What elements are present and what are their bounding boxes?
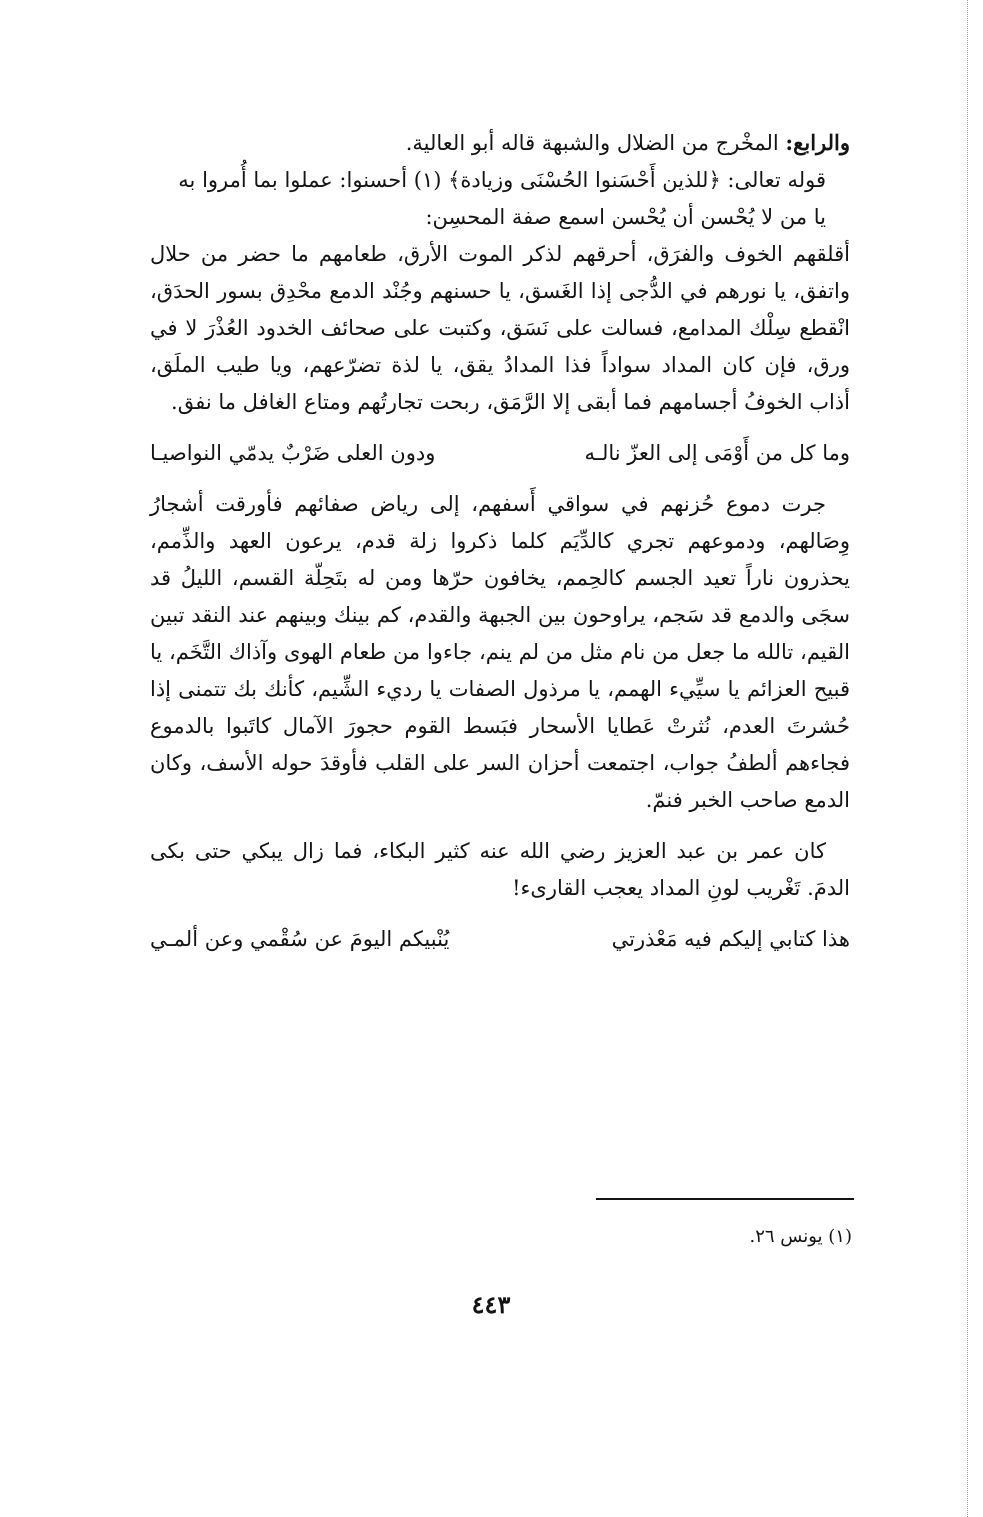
poetry-verse-1: [150, 435, 850, 472]
paragraph-fourth: [150, 124, 850, 162]
page-edge-line: [967, 0, 968, 1517]
verse-1-first-hemistich: وما كل من أَوْمَى إلى العزّ نالـه: [584, 441, 850, 465]
footnote: (١) يونس ٢٦.: [749, 1226, 852, 1247]
paragraph-text: المخْرج من الضلال والشبهة قاله أبو العالية.: [405, 131, 786, 155]
poetry-verse-2: [150, 921, 850, 958]
paragraph-call: يا من لا يُحْسن أن يُحْسن اسمع صفة المحسِن:: [425, 205, 826, 229]
paragraph-quran-verse: قوله تعالى: ﴿للذين أَحْسَنوا الحُسْنَى وزيادة﴾ (١) أحسنوا: عملوا بما أُمروا به: [178, 168, 826, 192]
paragraph-umar: كان عمر بن عبد العزيز رضي الله عنه كثير البكاء، فما زال يبكي حتى بكى الدمَ. تَغْريب لونِ المداد يعجب القارىء!: [150, 839, 850, 900]
paragraph-tears: جرت دموع حُزنهم في سواقي أَسفهم، إلى رياض صفائهم فأورقت أشجارُ وِصَالهم، ودموعهم تجري كالدِّيَم كلما ذكروا زلة قدم، يرعون العهد والذِّمم، يحذرون ناراً تعيد الجسم كالحِمم، يخافون حرّها ومن له بتَحِلّة القسم، الليلُ قد سجَى والدمع قد سَجم، يراوحون بين الجبهة والقدم، كم بينك وبينهم عند النقد تبين القيم، تالله ما جعل من نام مثل من لم ينم، جاءوا من طعام الهوى وآذاك التَّخَم، يا قبيح العزائم يا سيِّيء الهمم، يا مرذول الصفات يا رديء الشِّيم، كأنك بك تتمنى إذا حُشرتَ العدم، نُثرتْ عَطايا الأسحار فبَسط القوم حجورَ الآمال كاتَبوا بالدموع فجاءهم ألطفُ جواب، اجتمعت أحزان السر على القلب فأوقدَ حوله الأسف، وكان الدمع صاحب الخبر فنمّ.: [150, 492, 850, 812]
verse-1-second-hemistich: ودون العلى ضَرْبٌ يدمّي النواصيـا: [150, 441, 436, 465]
verse-2-first-hemistich: هذا كتابي إليكم فيه مَعْذرتي: [611, 927, 850, 951]
main-text: [150, 124, 850, 972]
footnote-divider: [596, 1198, 854, 1200]
verse-2-second-hemistich: يُنْبيكم اليومَ عن سُقْمي وعن ألمـي: [150, 927, 450, 951]
paragraph-description: أقلقهم الخوف والفرَق، أحرقهم لذكر الموت الأرق، طعامهم ما حضر من حلال واتفق، يا نورهم في الدُّجى إذا الغَسق، يا حسنهم وجُنْد الدمع محْدِق بسور الحدَق، انْقطع سِلْك المدامع، فسالت على نَسَق، وكتبت على صحائف الخدود العُذْرَ لا في ورق، فإن كان المداد سواداً فذا المدادُ يقق، يا لذة تضرّعهم، ويا طيب الملَق، أذاب الخوفُ أجسامهم فما أبقى إلا الرَّمَق، ربحت تجارتُهم ومتاع الغافل ما نفق.: [150, 242, 850, 414]
paragraph-lead: والرابع:: [785, 130, 850, 155]
page-number: ٤٤٣: [471, 1290, 511, 1319]
